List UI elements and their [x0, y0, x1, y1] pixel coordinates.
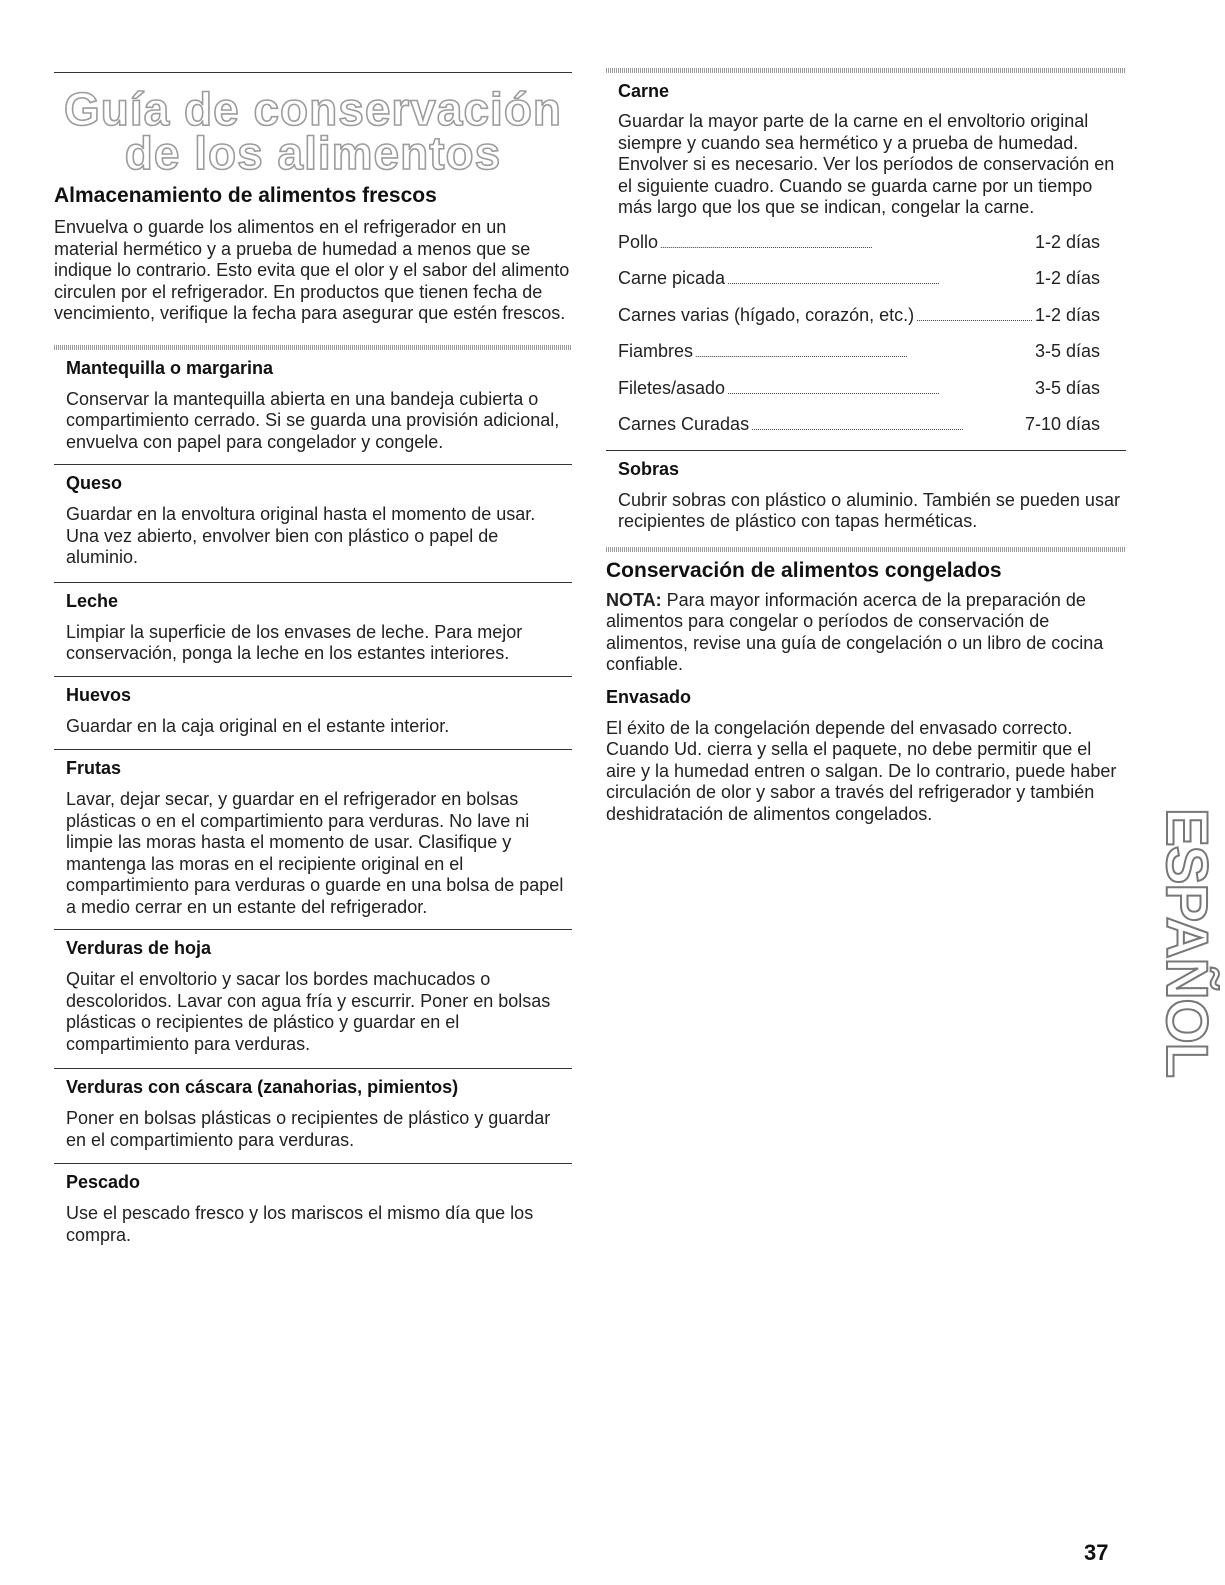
page-title [54, 83, 572, 179]
leader-dots [727, 267, 1033, 292]
row-value: 1-2 días [1034, 268, 1100, 288]
row-value: 3-5 días [1034, 377, 1100, 398]
left-column [54, 72, 572, 1246]
section-title: Frutas [66, 758, 122, 778]
section-verduras-hoja [54, 936, 572, 1055]
section-text: Poner en bolsas plásticas o recipientes de plástico y guardar en el compartimiento para verduras. [66, 1108, 551, 1150]
section-title: Carne [618, 81, 670, 101]
section-title: Sobras [618, 458, 680, 479]
leader-dots [916, 304, 1033, 329]
section-text: Lavar, dejar secar, y guardar en el refrigerador en bolsas plásticas o en el compartimiento para verduras. No lave ni limpie las moras hasta el momento de usar. Clasifique y mantenga las moras en el recipiente original en el compartimiento para verduras o guarde en una bolsa de papel a medio cerrar en un estante del refrigerador. [66, 789, 564, 917]
divider-dotted [606, 547, 1126, 552]
divider [54, 1163, 572, 1164]
table-row [618, 267, 1100, 292]
section-title: Verduras de hoja [66, 938, 212, 958]
row-label: Carnes varias (hígado, corazón, etc.) [618, 304, 915, 325]
section-title: Mantequilla o margarina [66, 357, 274, 378]
section-carne [606, 79, 1126, 219]
fresh-intro: Envuelva o guarde los alimentos en el refrigerador en un material hermético y a prueba de humedad a menos que se indique lo contrario. Esto evita que el olor y el sabor del alimento circulen por el refrigerador. En productos que tienen fecha de vencimiento, verifique la fecha para asegurar que estén frescos. [54, 217, 570, 323]
section-leche [54, 589, 572, 665]
section-text: Guardar la mayor parte de la carne en el envoltorio original siempre y cuando sea hermético y a prueba de humedad. Envolver si es necesario. Ver los períodos de conservación en el siguiente cuadro. Cuando se guarda carne por un tiempo más largo que los que se indican, congelar la carne. [618, 111, 1115, 217]
row-value: 3-5 días [1034, 341, 1100, 361]
section-title: Pescado [66, 1172, 141, 1192]
leader-dots [660, 231, 1033, 256]
section-text: Conservar la mantequilla abierta en una bandeja cubierta o compartimiento cerrado. Si se guarda una provisión adicional, envuelva con papel para congelador y congele. [66, 388, 560, 452]
divider [54, 582, 572, 583]
section-text: Limpiar la superficie de los envases de leche. Para mejor conservación, ponga la leche en los estantes interiores. [66, 621, 523, 663]
leader-dots [695, 340, 1033, 365]
section-mantequilla [54, 356, 572, 454]
section-verduras-cascara [54, 1075, 572, 1151]
section-text: Use el pescado fresco y los mariscos el mismo día que los compra. [66, 1203, 534, 1245]
section-text: Guardar en la caja original en el estante interior. [66, 715, 450, 736]
nota-label: NOTA: [606, 589, 662, 610]
section-huevos [54, 683, 572, 738]
section-pescado [54, 1170, 572, 1246]
section-frutas [54, 756, 572, 918]
leader-dots [727, 377, 1033, 402]
section-queso [54, 471, 572, 569]
section-title: Verduras con cáscara (zanahorias, pimientos) [66, 1077, 459, 1097]
table-row [618, 304, 1100, 329]
row-value: 1-2 días [1034, 304, 1100, 325]
page-title-line2: de los alimentos [124, 127, 502, 179]
divider [54, 929, 572, 930]
nota-paragraph [606, 590, 1126, 676]
table-row [618, 413, 1100, 438]
section-text: Guardar en la envoltura original hasta el momento de usar. Una vez abierto, envolver bien con plástico o papel de aluminio. [66, 504, 536, 567]
side-tab-label: ESPAÑOL [1154, 807, 1220, 1078]
divider [54, 464, 572, 465]
divider [54, 1068, 572, 1069]
fresh-heading: Almacenamiento de alimentos frescos [54, 184, 437, 207]
right-column [606, 68, 1126, 825]
row-value: 1-2 días [1034, 231, 1100, 252]
row-value: 7-10 días [1024, 414, 1100, 434]
section-title: Leche [66, 590, 119, 611]
table-row [618, 231, 1100, 256]
leader-dots [751, 413, 1023, 438]
envasado-title: Envasado [606, 686, 692, 707]
row-label: Fiambres [618, 341, 694, 361]
row-label: Carnes Curadas [618, 414, 750, 434]
page-title-line1: Guía de conservación [63, 83, 563, 135]
meat-storage-table [606, 231, 1126, 439]
row-label: Pollo [618, 231, 659, 252]
section-title: Queso [66, 473, 123, 493]
language-side-tab [1152, 807, 1222, 1078]
divider [606, 450, 1126, 451]
section-text: Quitar el envoltorio y sacar los bordes machucados o descoloridos. Lavar con agua fría y escurrir. Poner en bolsas plásticas o recipientes de plástico y guardar en el compartimiento para verduras. [66, 969, 551, 1054]
top-rule [54, 72, 572, 73]
table-row [618, 377, 1100, 402]
table-row [618, 340, 1100, 365]
divider [54, 749, 572, 750]
envasado-text: El éxito de la congelación depende del envasado correcto. Cuando Ud. cierra y sella el paquete, no debe permitir que el aire y la humedad entren o salgan. De lo contrario, puede haber circulación de olor y sabor a través del refrigerador y también deshidratación de alimentos congelados. [606, 717, 1117, 824]
section-text: Cubrir sobras con plástico o aluminio. También se pueden usar recipientes de plástico con tapas herméticas. [618, 489, 1120, 531]
row-label: Carne picada [618, 268, 726, 288]
section-sobras [606, 457, 1126, 533]
divider [54, 676, 572, 677]
row-label: Filetes/asado [618, 377, 726, 398]
section-title: Huevos [66, 684, 132, 705]
divider-dotted [606, 68, 1126, 73]
nota-text: Para mayor información acerca de la preparación de alimentos para congelar o períodos de conservación de alimentos, revise una guía de congelación o un libro de cocina confiable. [606, 589, 1104, 674]
divider-dotted [54, 345, 572, 350]
page-number: 37 [1084, 1540, 1109, 1565]
frozen-heading: Conservación de alimentos congelados [606, 558, 1002, 582]
